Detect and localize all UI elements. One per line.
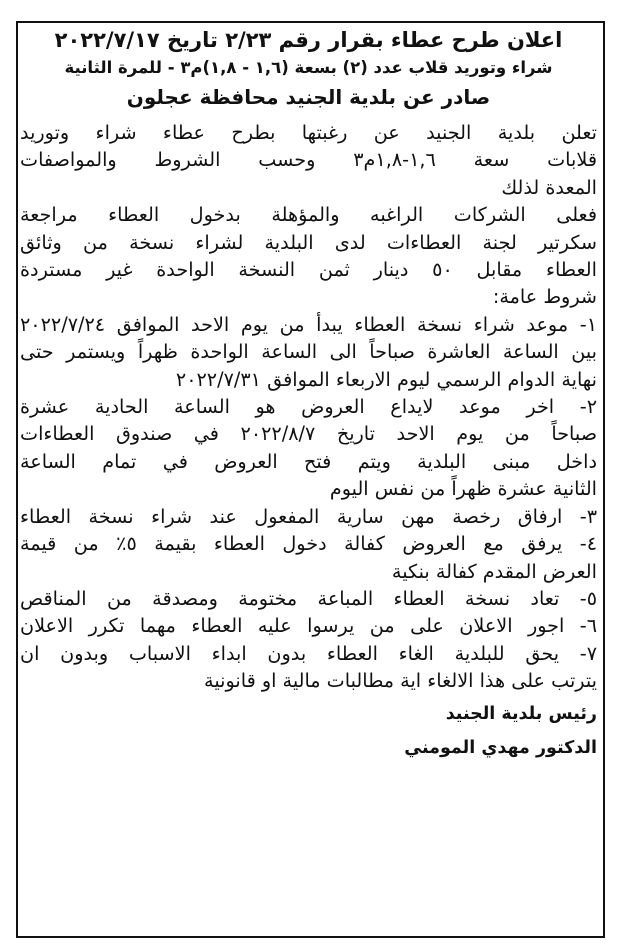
condition-line: الثانية عشرة ظهراً من نفس اليوم bbox=[329, 477, 597, 501]
signature-block bbox=[20, 697, 597, 765]
signatory-name: الدكتور مهدي المومني bbox=[404, 737, 597, 758]
body-line: قلابات سعة ١,٦-١,٨م٣ وحسب الشروط والمواصفات bbox=[20, 148, 597, 172]
condition-line: ٣- ارفاق رخصة مهن سارية المفعول عند شراء نسخة العطاء bbox=[20, 504, 597, 528]
condition-line: داخل مبنى البلدية ويتم فتح العروض في تمام الساعة bbox=[20, 449, 597, 473]
condition-line: بين الساعة العاشرة صباحاً الى الساعة الواحدة ظهراً ويستمر حتى bbox=[20, 340, 597, 364]
heading-block bbox=[20, 26, 597, 113]
heading-line-decision: اعلان طرح عطاء بقرار رقم ٢/٢٣ تاريخ ٢٠٢٢/٧/١٧ bbox=[54, 28, 563, 52]
body-line: فعلى الشركات الراغبه والمؤهلة بدخول العطاء مراجعة bbox=[20, 203, 597, 227]
condition-line: ٤- يرفق مع العروض كفالة دخول العطاء بقيمة ٥٪ من قيمة bbox=[20, 532, 597, 556]
announcement-content bbox=[20, 26, 597, 936]
body-line: العطاء مقابل ٥٠ دينار ثمن النسخة الواحدة غير مستردة bbox=[20, 258, 597, 282]
body-text bbox=[20, 119, 597, 695]
condition-line: ٥- تعاد نسخة العطاء المباعة مختومة ومصدقة من المناقص bbox=[20, 586, 597, 610]
condition-line: صباحاً من يوم الاحد تاريخ ٢٠٢٢/٨/٧ في صندوق العطاءات bbox=[20, 422, 597, 446]
condition-line: ٢- اخر موعد لايداع العروض هو الساعة الحادية عشرة bbox=[20, 395, 597, 419]
body-line: سكرتير لجنة العطاءات لدى البلدية لشراء نسخة من وثائق bbox=[20, 230, 597, 254]
general-conditions-heading: شروط عامة: bbox=[492, 285, 597, 309]
signatory-title: رئيس بلدية الجنيد bbox=[445, 703, 597, 724]
body-line: المعدة لذلك bbox=[501, 175, 597, 199]
heading-line-subject: شراء وتوريد قلاب عدد (٢) بسعة (١,٦ - ١,٨)م٣ - للمرة الثانية bbox=[64, 58, 553, 77]
condition-line: نهاية الدوام الرسمي ليوم الاربعاء الموافق ٢٠٢٢/٧/٣١ bbox=[175, 367, 597, 391]
condition-line: ٧- يحق للبلدية الغاء العطاء بدون ابداء الاسباب وبدون ان bbox=[20, 641, 597, 665]
condition-line: ٦- اجور الاعلان على من يرسوا عليه العطاء مهما تكرر الاعلان bbox=[20, 614, 597, 638]
heading-line-issuer: صادر عن بلدية الجنيد محافظة عجلون bbox=[126, 85, 491, 109]
condition-line: ١- موعد شراء نسخة العطاء يبدأ من يوم الاحد الموافق ٢٠٢٢/٧/٢٤ bbox=[20, 312, 597, 336]
condition-line: العرض المقدم كفالة بنكية bbox=[391, 559, 597, 583]
condition-line: يترتب على هذا الالغاء اية مطالبات مالية او قانونية bbox=[204, 669, 597, 693]
body-line: تعلن بلدية الجنيد عن رغبتها بطرح عطاء شراء وتوريد bbox=[20, 121, 597, 144]
